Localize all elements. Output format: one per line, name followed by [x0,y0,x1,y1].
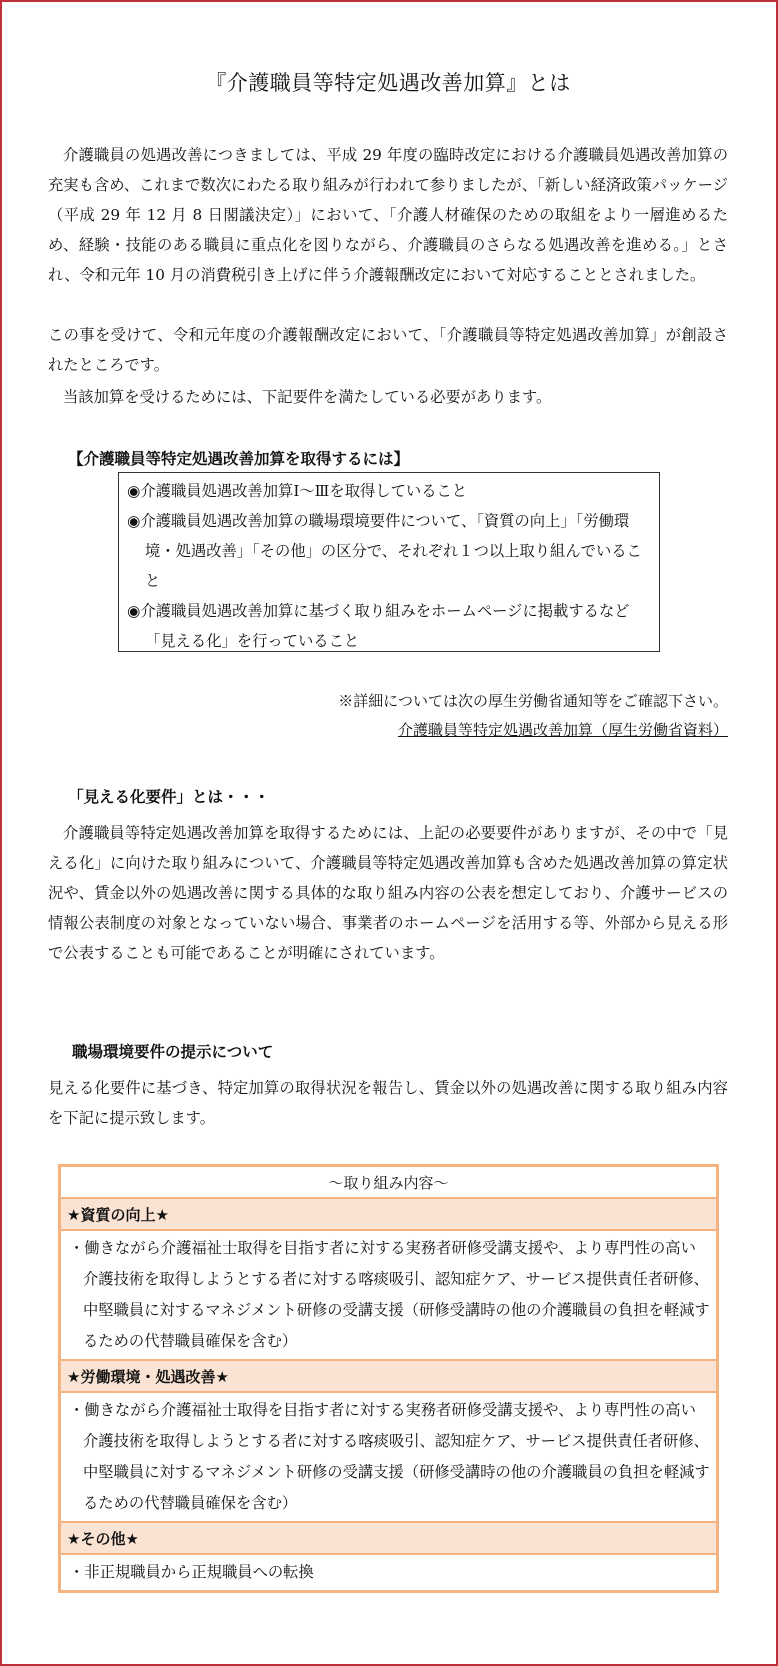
intro-paragraph-3: 当該加算を受けるためには、下記要件を満たしている必要があります。 [63,388,552,406]
requirements-heading: 【介護職員等特定処遇改善加算を取得するには】 [68,450,410,468]
table-header: ～取り組み内容～ [60,1166,718,1199]
visibility-paragraph: 介護職員等特定処遇改善加算を取得するためには、上記の必要要件がありますが、その中で「見える化」に向けた取り組みについて、介護職員等特定処遇改善加算も含めた処遇改善加算の算定状況や、賃金以外の処遇改善に関する具体的な取り組み内容の公表を想定しており、介護サービスの情報公表制度の対象となっていない場合、事業者のホームページを活用する等、外部から見える形で公表することも可能であることが明確にされています。 [48,824,728,962]
category-content: ・非正規職員から正規職員への転換 [60,1554,718,1592]
intro-paragraph-2: この事を受けて、令和元年度の介護報酬改定において、「介護職員等特定処遇改善加算」が創設されたところです。 [48,326,728,374]
details-note: ※詳細については次の厚生労働省通知等をご確認下さい。 [338,692,728,710]
visibility-heading: 「見える化要件」とは・・・ [68,788,270,806]
requirement-item: ◉介護職員処遇改善加算に基づく取り組みをホームページに掲載するなど「見える化」を行っていること [127,602,630,650]
page-title: 『介護職員等特定処遇改善加算』とは [205,71,571,95]
initiatives-table [58,1164,719,1593]
category-work-environment: ★労働環境・処遇改善★ [60,1360,718,1392]
workplace-heading: 職場環境要件の提示について [72,1043,274,1061]
category-quality-improvement: ★資質の向上★ [60,1198,718,1230]
requirement-item: ◉介護職員処遇改善加算の職場環境要件について、「資質の向上」「労働環境・処遇改善」「その他」の区分で、それぞれ１つ以上取り組んでいること [127,512,642,590]
requirement-item: ◉介護職員処遇改善加算Ⅰ～Ⅲを取得していること [127,482,468,500]
mhlw-document-link[interactable]: 介護職員等特定処遇改善加算（厚生労働省資料） [397,721,728,739]
category-other: ★その他★ [60,1522,718,1554]
intro-paragraph-1: 介護職員の処遇改善につきましては、平成 29 年度の臨時改定における介護職員処遇改善加算の充実も含め、これまで数次にわたる取り組みが行われて参りましたが、「新しい経済政策パッケージ（平成 29 年 12 月 8 日閣議決定）」において、「介護人材確保のための取組をより一層進めるため、経験・技能のある職員に重点化を図りながら、介護職員のさらなる処遇改善を進める。」とされ、令和元年 10 月の消費税引き上げに伴う介護報酬改定において対応することとされました。 [48,146,728,284]
category-content: ・働きながら介護福祉士取得を目指す者に対する実務者研修受講支援や、より専門性の高い介護技術を取得しようとする者に対する喀痰吸引、認知症ケア、サービス提供責任者研修、中堅職員に対するマネジメント研修の受講支援（研修受講時の他の介護職員の負担を軽減するための代替職員確保を含む） [60,1230,718,1360]
workplace-paragraph: 見える化要件に基づき、特定加算の取得状況を報告し、賃金以外の処遇改善に関する取り組み内容を下記に提示致します。 [48,1079,728,1127]
requirements-box [118,472,660,652]
category-content: ・働きながら介護福祉士取得を目指す者に対する実務者研修受講支援や、より専門性の高い介護技術を取得しようとする者に対する喀痰吸引、認知症ケア、サービス提供責任者研修、中堅職員に対するマネジメント研修の受講支援（研修受講時の他の介護職員の負担を軽減するための代替職員確保を含む） [60,1392,718,1522]
